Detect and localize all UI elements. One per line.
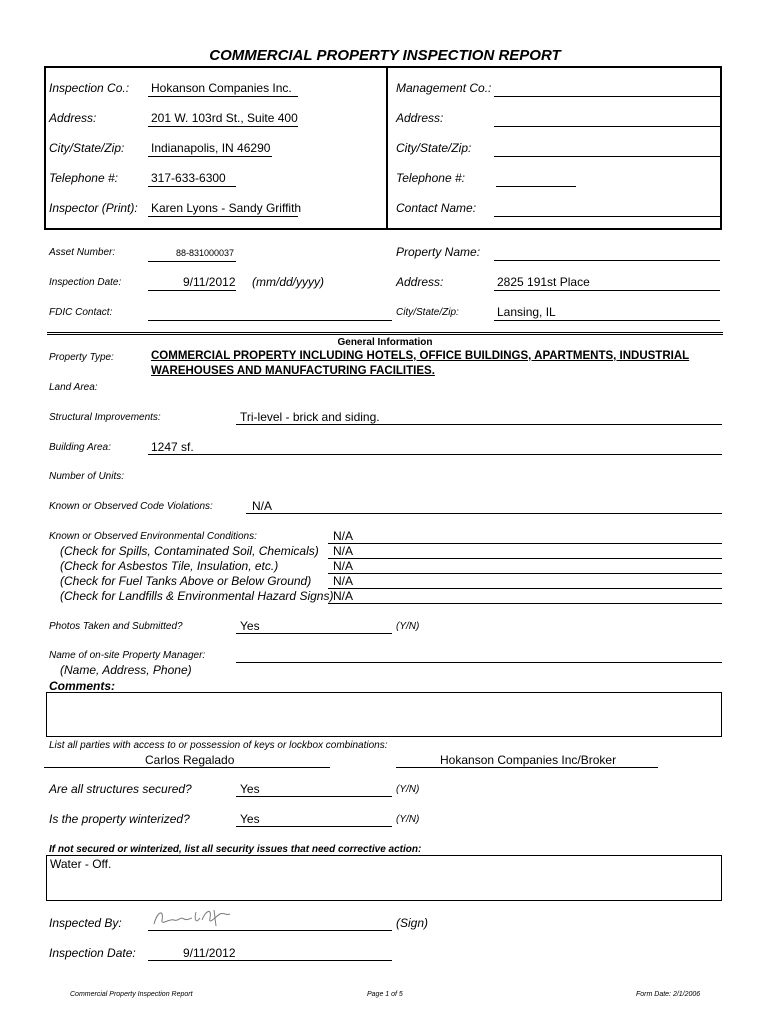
code-violations-label: Known or Observed Code Violations: — [49, 501, 213, 512]
fuel-tanks-value: N/A — [333, 574, 354, 588]
photos-line — [236, 633, 392, 634]
section-divider — [47, 332, 723, 335]
inspection-company-box — [44, 66, 722, 230]
mgmt-address-label: Address: — [396, 111, 444, 125]
footer-form-date: Form Date: 2/1/2006 — [636, 991, 701, 998]
inspection-date-line — [148, 290, 236, 291]
winterized-label: Is the property winterized? — [49, 812, 190, 826]
photos-yn-hint: (Y/N) — [396, 621, 420, 632]
asset-number-label: Asset Number: — [49, 247, 116, 258]
contact-name-line — [494, 216, 720, 217]
fdic-contact-line — [148, 320, 392, 321]
sign-inspection-date-label: Inspection Date: — [49, 946, 136, 960]
number-of-units-label: Number of Units: — [49, 471, 125, 482]
report-title: COMMERCIAL PROPERTY INSPECTION REPORT — [209, 47, 561, 64]
property-type-label: Property Type: — [49, 352, 114, 363]
structures-secured-line — [236, 796, 392, 797]
asset-number-line — [148, 261, 236, 262]
telephone-line — [148, 186, 236, 187]
photos-label: Photos Taken and Submitted? — [49, 621, 183, 632]
inspection-co-value: Hokanson Companies Inc. — [151, 81, 292, 95]
property-address-value: 2825 191st Place — [497, 275, 590, 289]
landfills-line — [328, 603, 722, 604]
sign-inspection-date-line — [148, 960, 392, 961]
inspection-co-label: Inspection Co.: — [49, 81, 130, 95]
property-manager-hint: (Name, Address, Phone) — [60, 663, 192, 677]
inspection-date-label: Inspection Date: — [49, 277, 122, 288]
spills-value: N/A — [333, 544, 354, 558]
footer-page-number: Page 1 of 5 — [367, 991, 403, 998]
inspected-by-label: Inspected By: — [49, 916, 122, 930]
spills-label: (Check for Spills, Contaminated Soil, Chemicals) — [60, 544, 319, 558]
property-type-line1: COMMERCIAL PROPERTY INCLUDING HOTELS, OFFICE BUILDINGS, APARTMENTS, INDUSTRIAL — [151, 350, 690, 362]
structures-secured-value: Yes — [240, 782, 260, 796]
comments-box — [46, 692, 722, 737]
comments-label: Comments: — [49, 679, 116, 693]
winterized-value: Yes — [240, 812, 260, 826]
asbestos-label: (Check for Asbestos Tile, Insulation, etc.) — [60, 559, 279, 573]
key-access-label: List all parties with access to or possession of keys or lockbox combinations: — [49, 740, 388, 751]
mgmt-city-label: City/State/Zip: — [396, 141, 472, 155]
landfills-label: (Check for Landfills & Environmental Hazard Signs) — [60, 589, 334, 603]
city-value: Indianapolis, IN 46290 — [151, 141, 271, 155]
security-issues-value: Water - Off. — [50, 857, 112, 871]
structural-improvements-label: Structural Improvements: — [49, 412, 161, 423]
inspector-line — [148, 216, 298, 217]
code-violations-line — [246, 513, 722, 514]
telephone-value: 317-633-6300 — [151, 171, 226, 185]
footer-report-name: Commercial Property Inspection Report — [70, 991, 193, 998]
structural-improvements-line — [236, 424, 722, 425]
management-co-label: Management Co.: — [396, 81, 492, 95]
inspected-by-line — [148, 930, 392, 931]
general-info-heading: General Information — [337, 337, 433, 348]
security-issues-box — [46, 855, 722, 901]
inspector-label: Inspector (Print): — [49, 201, 138, 215]
mgmt-address-line — [494, 126, 720, 127]
asbestos-value: N/A — [333, 559, 354, 573]
date-format-hint: (mm/dd/yyyy) — [252, 275, 324, 289]
top-box-divider — [386, 66, 388, 230]
city-line — [148, 156, 272, 157]
structures-secured-label: Are all structures secured? — [49, 782, 192, 796]
property-type-line2: WAREHOUSES AND MANUFACTURING FACILITIES. — [151, 365, 435, 377]
inspector-value: Karen Lyons - Sandy Griffith — [151, 201, 302, 215]
city-label: City/State/Zip: — [49, 141, 125, 155]
land-area-label: Land Area: — [49, 382, 98, 393]
inspection-date-value: 9/11/2012 — [183, 275, 236, 289]
sign-inspection-date-value: 9/11/2012 — [183, 946, 236, 960]
inspection-co-line — [148, 96, 298, 97]
building-area-value: 1247 sf. — [151, 440, 194, 454]
asbestos-line — [328, 573, 722, 574]
sign-hint: (Sign) — [396, 916, 429, 930]
spills-line — [328, 558, 722, 559]
building-area-line — [148, 454, 722, 455]
env-conditions-value: N/A — [333, 529, 354, 543]
property-manager-label: Name of on-site Property Manager: — [49, 650, 206, 661]
property-manager-line — [236, 662, 722, 663]
mgmt-telephone-line — [496, 186, 576, 187]
property-address-label: Address: — [396, 275, 444, 289]
key-party-1: Carlos Regalado — [145, 753, 235, 767]
security-issues-label: If not secured or winterized, list all security issues that need corrective action: — [49, 844, 422, 855]
secured-yn-hint: (Y/N) — [396, 784, 420, 795]
telephone-label: Telephone #: — [49, 171, 118, 185]
fuel-tanks-label: (Check for Fuel Tanks Above or Below Ground) — [60, 574, 312, 588]
env-conditions-line — [328, 543, 722, 544]
key-party-2: Hokanson Companies Inc/Broker — [440, 753, 617, 767]
property-name-label: Property Name: — [396, 245, 481, 259]
key-party-2-line — [396, 767, 658, 768]
property-city-line — [494, 320, 720, 321]
property-name-line — [494, 260, 720, 261]
building-area-label: Building Area: — [49, 442, 111, 453]
photos-value: Yes — [240, 619, 260, 633]
property-city-label: City/State/Zip: — [396, 307, 459, 318]
property-city-value: Lansing, IL — [497, 305, 556, 319]
winterized-yn-hint: (Y/N) — [396, 814, 420, 825]
management-co-line — [494, 96, 720, 97]
contact-name-label: Contact Name: — [396, 201, 477, 215]
address-label: Address: — [49, 111, 97, 125]
mgmt-city-line — [494, 156, 720, 157]
landfills-value: N/A — [333, 589, 354, 603]
fuel-tanks-line — [328, 588, 722, 589]
code-violations-value: N/A — [252, 499, 273, 513]
asset-number-value: 88-831000037 — [176, 248, 235, 258]
fdic-contact-label: FDIC Contact: — [49, 307, 113, 318]
signature-image — [150, 906, 240, 930]
address-line — [148, 126, 298, 127]
structural-improvements-value: Tri-level - brick and siding. — [240, 410, 380, 424]
key-party-1-line — [44, 767, 330, 768]
mgmt-telephone-label: Telephone #: — [396, 171, 465, 185]
property-address-line — [494, 290, 720, 291]
address-value: 201 W. 103rd St., Suite 400 — [151, 111, 298, 125]
winterized-line — [236, 826, 392, 827]
env-conditions-label: Known or Observed Environmental Conditions: — [49, 531, 257, 542]
